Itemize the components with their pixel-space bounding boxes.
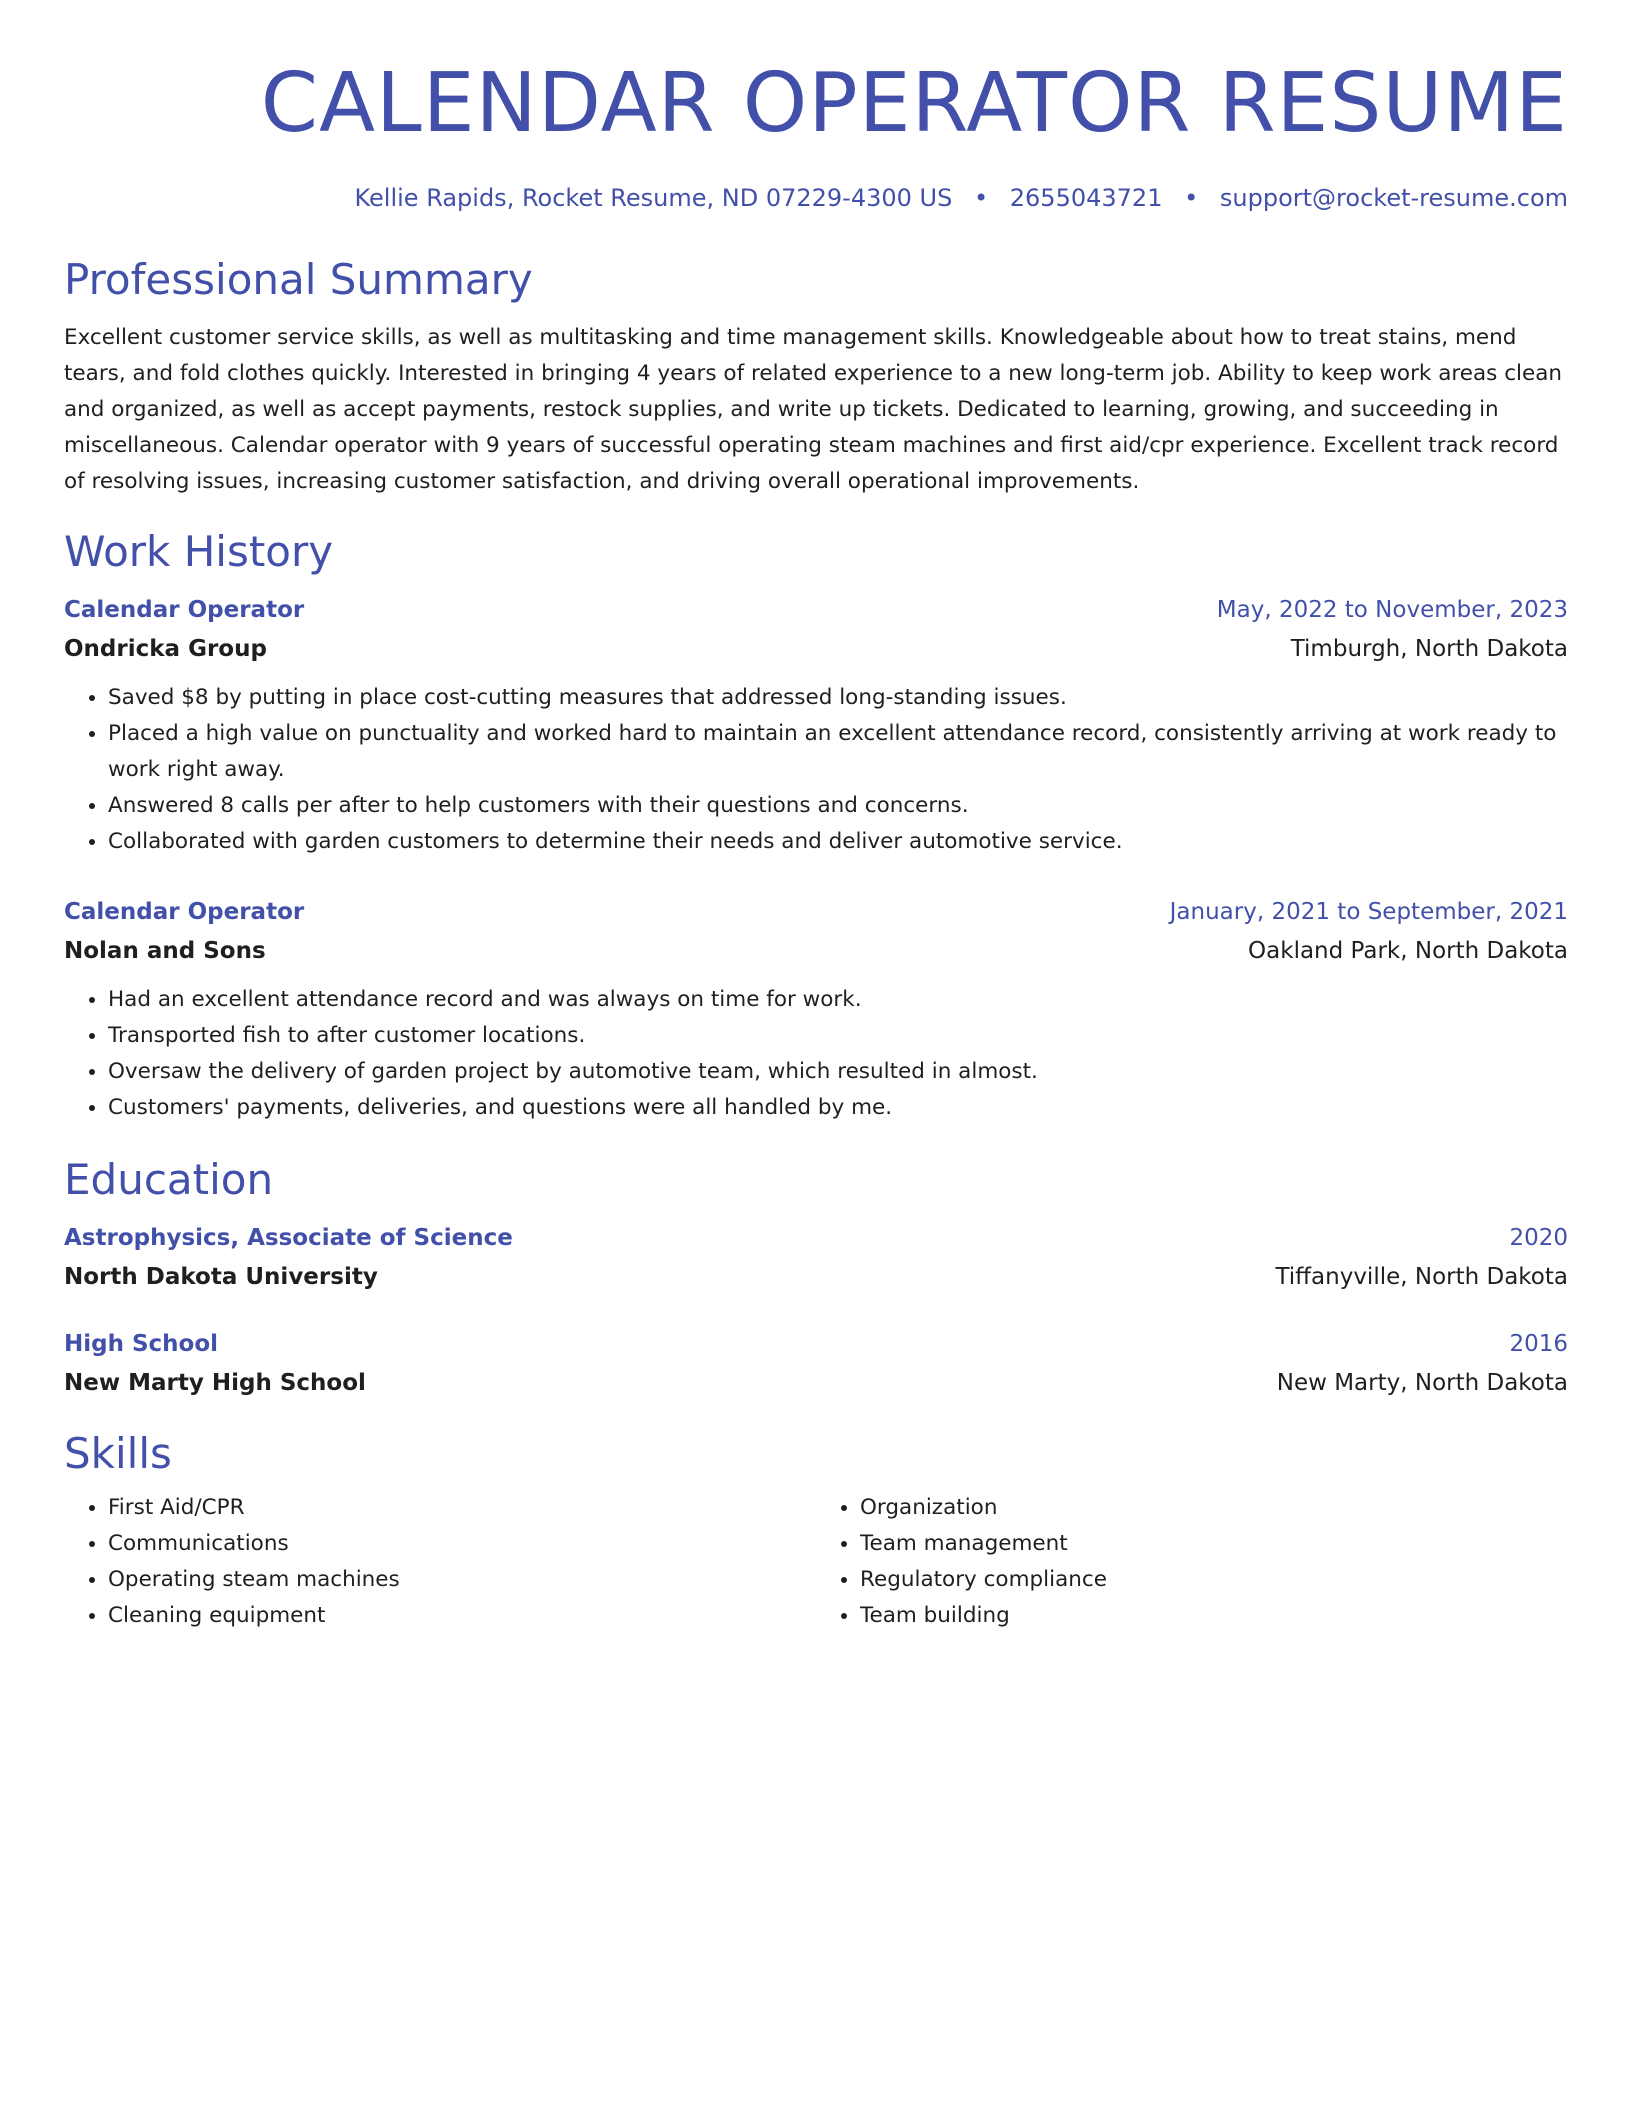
job-company: Ondricka Group: [64, 636, 267, 662]
skills-column-right: [816, 1490, 1568, 1634]
education-degree: Astrophysics, Associate of Science: [64, 1225, 513, 1251]
job-bullet: • Oversaw the delivery of garden project by automotive team, which resulted in almost.: [108, 1054, 1568, 1090]
contact-phone: 2655043721: [1009, 184, 1163, 212]
skill-item: • Operating steam machines: [108, 1562, 816, 1598]
education-school: New Marty High School: [64, 1370, 366, 1396]
job-header-row: [64, 892, 1568, 932]
work-history-section: [64, 526, 1568, 1126]
education-header-row: [64, 1324, 1568, 1364]
job-dates: May, 2022 to November, 2023: [1216, 597, 1568, 623]
job-bullet: • Customers' payments, deliveries, and questions were all handled by me.: [108, 1090, 1568, 1126]
skills-column-left: [64, 1490, 816, 1634]
education-entry: [64, 1324, 1568, 1402]
job-company-row: [64, 630, 1568, 668]
job-bullets: [64, 680, 1568, 860]
education-header-row: [64, 1218, 1568, 1258]
job-header-row: [64, 590, 1568, 630]
skills-section: [64, 1428, 1568, 1634]
contact-address: Kellie Rapids, Rocket Resume, ND 07229-4300 US: [354, 184, 953, 212]
job-role: Calendar Operator: [64, 597, 305, 623]
summary-text: Excellent customer service skills, as well as multitasking and time management skills. Knowledgeable about how to treat stains, mend tears, and fold clothes quickly. Interested in bringing 4 years of related experience to a new long-term job. Ability to keep work areas clean and organized, as well as accept payments, restock supplies, and write up tickets. Dedicated to learning, growing, and succeeding in miscellaneous. Calendar operator with 9 years of successful operating steam machines and first aid/cpr experience. Excellent track record of resolving issues, increasing customer satisfaction, and driving overall operational improvements.: [64, 325, 1563, 494]
skill-item: • Cleaning equipment: [108, 1598, 816, 1634]
job-bullet: • Transported fish to after customer locations.: [108, 1018, 1568, 1054]
skill-item: • Organization: [860, 1490, 1568, 1526]
skill-item: • Communications: [108, 1526, 816, 1562]
contact-email: support@rocket-resume.com: [1219, 184, 1568, 212]
job-location: Timburgh, North Dakota: [1290, 636, 1568, 662]
education-degree: High School: [64, 1331, 219, 1357]
resume-title: CALENDAR OPERATOR RESUME: [260, 56, 1568, 151]
job-bullet: • Placed a high value on punctuality and worked hard to maintain an excellent attendance record, consistently arriving at work ready to work right away.: [108, 716, 1568, 788]
job-bullet: • Answered 8 calls per after to help customers with their questions and concerns.: [108, 788, 1568, 824]
job-dates: January, 2021 to September, 2021: [1169, 899, 1568, 925]
contact-separator: •: [1184, 184, 1199, 212]
section-heading-work-history: Work History: [64, 527, 334, 576]
job-entry: [64, 590, 1568, 860]
contact-separator: •: [973, 184, 989, 212]
resume-header: [64, 0, 1568, 214]
job-location: Oakland Park, North Dakota: [1248, 938, 1568, 964]
education-school-row: [64, 1258, 1568, 1296]
job-role: Calendar Operator: [64, 899, 305, 925]
skills-grid: [64, 1490, 1568, 1634]
job-company: Nolan and Sons: [64, 938, 266, 964]
skill-item: • First Aid/CPR: [108, 1490, 816, 1526]
job-bullet: • Saved $8 by putting in place cost-cutting measures that addressed long-standing issues.: [108, 680, 1568, 716]
job-entry: [64, 892, 1568, 1126]
education-year: 2020: [1509, 1225, 1568, 1251]
job-bullets: [64, 982, 1568, 1126]
education-location: Tiffanyville, North Dakota: [1275, 1264, 1568, 1290]
education-section: [64, 1154, 1568, 1402]
job-bullet: • Had an excellent attendance record and was always on time for work.: [108, 982, 1568, 1018]
job-company-row: [64, 932, 1568, 970]
education-location: New Marty, North Dakota: [1276, 1370, 1568, 1396]
education-year: 2016: [1509, 1331, 1568, 1357]
skill-item: • Team building: [860, 1598, 1568, 1634]
section-heading-education: Education: [64, 1155, 274, 1204]
section-heading-skills: Skills: [64, 1429, 172, 1478]
education-entry: [64, 1218, 1568, 1296]
skill-item: • Regulatory compliance: [860, 1562, 1568, 1598]
job-bullet: • Collaborated with garden customers to determine their needs and deliver automotive service.: [108, 824, 1568, 860]
section-heading-summary: Professional Summary: [64, 255, 533, 304]
education-school-row: [64, 1364, 1568, 1402]
summary-section: [64, 254, 1568, 500]
skill-item: • Team management: [860, 1526, 1568, 1562]
education-school: North Dakota University: [64, 1264, 378, 1290]
contact-line: [64, 182, 1568, 214]
